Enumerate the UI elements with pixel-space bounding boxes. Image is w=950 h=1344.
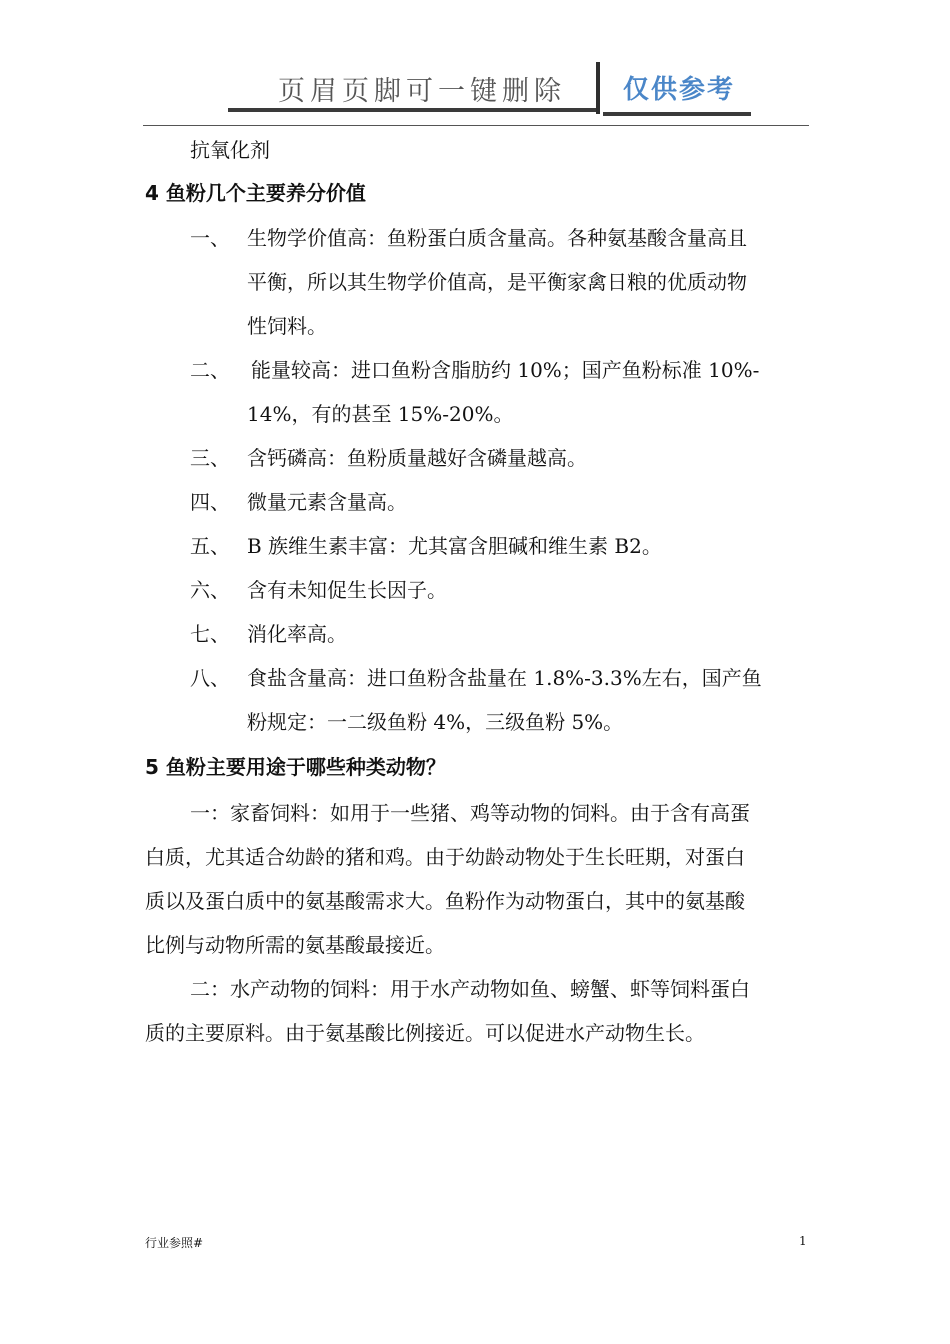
- paragraph-line: 质以及蛋白质中的氨基酸需求大。鱼粉作为动物蛋白，其中的氨基酸: [145, 889, 745, 913]
- header-divider: [596, 62, 600, 114]
- item-line: 含有未知促生长因子。: [247, 578, 447, 602]
- header-underline: [228, 108, 598, 112]
- item-number: 二、: [190, 358, 230, 382]
- header-banner: [198, 62, 758, 118]
- item-number: 三、: [190, 446, 230, 470]
- item-line: 食盐含量高：进口鱼粉含盐量在 1.8%-3.3%左右，国产鱼: [247, 666, 762, 690]
- paragraph-line: 质的主要原料。由于氨基酸比例接近。可以促进水产动物生长。: [145, 1021, 705, 1045]
- paragraph-line: 二：水产动物的饲料：用于水产动物如鱼、螃蟹、虾等饲料蛋白: [190, 977, 750, 1001]
- page-number: 1: [799, 1234, 807, 1248]
- item-number: 四、: [190, 490, 230, 514]
- header-right-underline: [603, 112, 751, 116]
- header-rule: [143, 125, 809, 126]
- footer-left-text: 行业参照#: [145, 1236, 204, 1250]
- intro-text: 抗氧化剂: [190, 138, 270, 162]
- item-number: 七、: [190, 622, 230, 646]
- item-line: 性饲料。: [247, 314, 327, 338]
- item-line: B 族维生素丰富：尤其富含胆碱和维生素 B2。: [247, 534, 662, 558]
- item-number: 六、: [190, 578, 230, 602]
- header-left-text: 页眉页脚可一键删除: [278, 76, 566, 107]
- item-number: 一、: [190, 226, 230, 250]
- item-line: 微量元素含量高。: [247, 490, 407, 514]
- item-line: 粉规定：一二级鱼粉 4%，三级鱼粉 5%。: [247, 710, 624, 734]
- paragraph-line: 一：家畜饲料：如用于一些猪、鸡等动物的饲料。由于含有高蛋: [190, 801, 750, 825]
- section4-title: 4 鱼粉几个主要养分价值: [145, 181, 366, 205]
- section5-title: 5 鱼粉主要用途于哪些种类动物？: [145, 755, 446, 779]
- item-number: 五、: [190, 534, 230, 558]
- item-line: 平衡，所以其生物学价值高，是平衡家禽日粮的优质动物: [247, 270, 747, 294]
- paragraph-line: 比例与动物所需的氨基酸最接近。: [145, 933, 445, 957]
- item-number: 八、: [190, 666, 230, 690]
- item-line: 生物学价值高：鱼粉蛋白质含量高。各种氨基酸含量高且: [247, 226, 747, 250]
- item-line: 能量较高：进口鱼粉含脂肪约 10%；国产鱼粉标准 10%-: [251, 358, 760, 382]
- paragraph-line: 白质，尤其适合幼龄的猪和鸡。由于幼龄动物处于生长旺期，对蛋白: [145, 845, 745, 869]
- item-line: 14%，有的甚至 15%-20%。: [247, 402, 514, 426]
- item-line: 消化率高。: [247, 622, 347, 646]
- header-right-text: 仅供参考: [623, 75, 736, 105]
- item-line: 含钙磷高：鱼粉质量越好含磷量越高。: [247, 446, 587, 470]
